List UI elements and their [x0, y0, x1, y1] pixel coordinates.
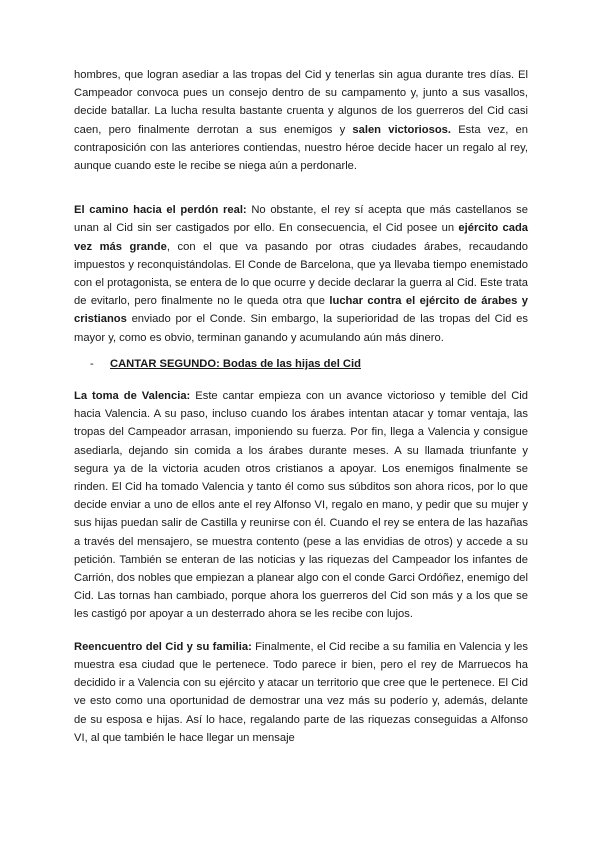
- paragraph-valencia: [74, 387, 528, 624]
- bold-phrase: salen victoriosos.: [352, 123, 452, 136]
- paragraph-text: No obstante, el rey sí acepta que más castellanos se unan al Cid sin ser castigados por ello. En consecuencia, el Cid posee un: [74, 204, 528, 235]
- bold-phrase: ejército cada vez más grande: [74, 222, 528, 253]
- paragraph-heading: La toma de Valencia:: [74, 390, 191, 403]
- paragraph-text: enviado por el Conde. Sin embargo, la superioridad de las tropas del Cid es mayor y, como es obvio, terminan ganando y acumulando aún más dinero.: [74, 313, 528, 344]
- paragraph-siege: [74, 66, 528, 175]
- document-page: [74, 66, 528, 747]
- paragraph-text: Finalmente, el Cid recibe a su familia en Valencia y les muestra esa ciudad que le pertenece. Todo parece ir bien, pero el rey de Marruecos ha decidido ir a Valencia con su ejército y atacar un territorio que cree que le pertenece. El Cid ve esto como una oportunidad de demostrar una vez más su poderío y, además, delante de su esposa e hijas. Así lo hace, regalando parte de las riquezas conseguidas a Alfonso VI, al que también le hace llegar un mensaje: [74, 640, 528, 744]
- paragraph-family-reunion: [74, 638, 528, 747]
- paragraph-text: Este cantar empieza con un avance victorioso y temible del Cid hacia Valencia. A su paso, incluso cuando los árabes intentan atacar y tomar ventaja, las tropas del Campeador arrasan, imponiendo su fuerza. Por fin, llega a Valencia y consigue asediarla, dejando sin comida a los árabes durante meses. A su llamada triunfante y segura ya de la victoria acuden otros cristianos a apoyar. Los enemigos finalmente se rinden. El Cid ha tomado Valencia y tanto él como sus súbditos son ahora ricos, por lo que decide enviar a uno de ellos ante el rey Alfonso VI, regalo en mano, y pedir que su mujer y sus hijas puedan salir de Castilla y reunirse con él. Cuando el rey se entera de las hazañas a través del mensajero, se muestra contento (pese a las envidias de otros) y accede a su petición. También se enteran de las noticias y las riquezas del Campeador los infantes de Carrión, dos nobles que empiezan a planear algo con el conde Garci Ordóñez, enemigo del Cid. Las tornas han cambiado, porque ahora los guerreros del Cid son más y a los que se les castigó por apoyar a un desterrado ahora se les recibe con lujos.: [74, 390, 528, 621]
- section-title: CANTAR SEGUNDO: Bodas de las hijas del Cid: [110, 357, 361, 370]
- paragraph-text: , con el que va pasando por otras ciudades árabes, recaudando impuestos y reconquistándolas. El Conde de Barcelona, que ya llevaba tiempo enemistado con el protagonista, se entera de lo que ocurre y decide declarar la guerra al Cid. Este trata de evitarlo, pero finalmente no le queda otra que: [74, 240, 528, 308]
- bold-phrase: luchar contra el ejército de árabes y cristianos: [74, 295, 528, 326]
- spacer: [74, 373, 528, 387]
- paragraph-text: Esta vez, en contraposición con las anteriores contiendas, nuestro héroe decide hacer un regalo al rey, aunque cuando este le recibe se niega aún a perdonarle.: [74, 123, 528, 173]
- spacer: [74, 347, 528, 355]
- paragraph-heading: El camino hacia el perdón real:: [74, 204, 247, 217]
- paragraph-text: hombres, que logran asediar a las tropas del Cid y tenerlas sin agua durante tres días. El Campeador convoca pues un consejo dentro de su campamento y, junto a sus vasallos, decide batallar. La lucha resulta bastante cruenta y algunos de los guerreros del Cid casi caen, pero finalmente derrotan a sus enemigos y: [74, 69, 528, 136]
- list-bullet: -: [90, 357, 94, 370]
- spacer: [74, 175, 528, 201]
- section-heading: [74, 355, 528, 373]
- spacer: [74, 624, 528, 638]
- paragraph-heading: Reencuentro del Cid y su familia:: [74, 640, 252, 653]
- paragraph-royal-pardon: [74, 201, 528, 347]
